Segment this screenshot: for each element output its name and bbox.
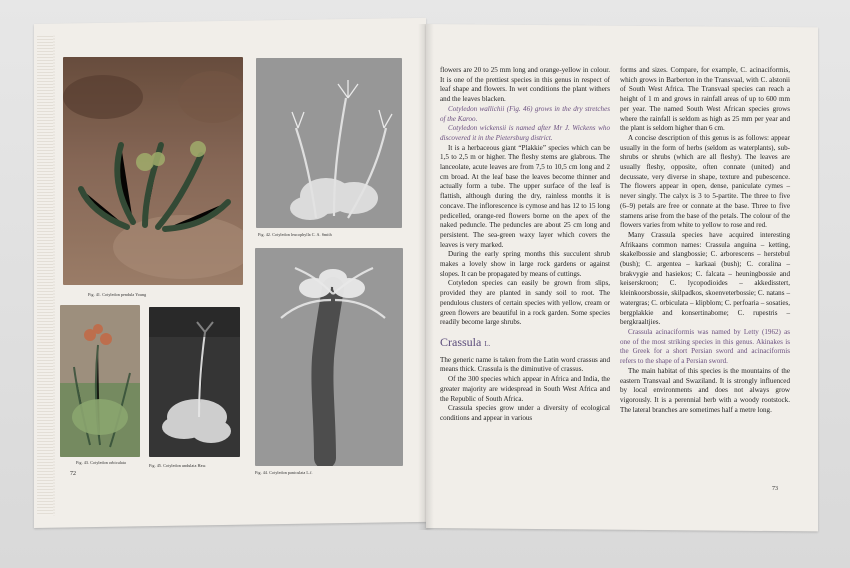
- col1-paragraph-5: During the early spring months this succulent shrub makes a lovely show in large rock gardens or against slopes. It can be propagated by means of cuttings.: [440, 250, 610, 278]
- caption-fig-42: Fig. 42. Cotyledon leucophylla C. A. Smith: [258, 232, 332, 237]
- caption-fig-43: Fig. 43. Cotyledon orbiculata: [76, 460, 126, 465]
- col2-paragraph-4: Crassula acinaciformis was named by Letty (1962) as one of the most striking species in this genus. Akinakes is the Greek for a short Persian sword and acinaciformis refers to the shape of a Persian sword.: [620, 327, 790, 366]
- crassula-heading-suffix: L.: [484, 339, 491, 348]
- photo-cotyledon-paniculata: [255, 248, 403, 466]
- col1-paragraph-6: Cotyledon species can easily be grown from slips, provided they are planted in sandy soil to root. The pendulous clusters of certain species with yellow, cream or green flowers are beautiful in a rock garden. Some species readily become large shrubs.: [440, 279, 610, 327]
- caption-fig-45: Fig. 45. Cotyledon undulata Haw.: [149, 463, 207, 468]
- book-gutter: [418, 24, 434, 530]
- crassula-heading: [440, 334, 610, 350]
- crassula-heading-title: Crassula: [440, 334, 482, 349]
- caption-fig-44: Fig. 44. Cotyledon paniculata L.f.: [255, 470, 313, 475]
- right-page-number: 73: [772, 486, 778, 492]
- col1-paragraph-3: Cotyledon wickensii is named after Mr J. Wickens who discovered it in the Pietersburg district.: [440, 124, 610, 142]
- col1-paragraph-2: Cotyledon wallichii (Fig. 46) grows in the dry stretches of the Karoo.: [440, 104, 610, 123]
- right-column-1: [440, 66, 610, 424]
- photo-cotyledon-leucophylla: [256, 58, 402, 228]
- left-page-number: 72: [70, 471, 76, 477]
- col1-paragraph-9: Crassula species grow under a diversity of ecological conditions and appear in various: [440, 404, 610, 422]
- right-column-2: [620, 66, 790, 415]
- col2-paragraph-3: Many Crassula species have acquired interesting Afrikaans common names: Crassula anguina – ketting, skakelbossie and slangbossie; C. arborescens – herstebul (bush); C. argentea – karkaai (bush); C. coralina – brakvygie and hasiekos; C. falcata – heuningbossie and keiserskroon; C. lycopodioides – akkedisstert, kleinkoorsbossie, skilpadkos, skoenveterbossie; C. natans – watergras; C. orbiculata – klipblom; C. perfoaria – sosaties, bergplakkie and konsertinabome; C. rupestris – bergkraaltjies.: [620, 230, 790, 327]
- col1-paragraph-8: Of the 300 species which appear in Africa and India, the greater majority are widespread in South West Africa and the Republic of South Africa.: [440, 375, 610, 403]
- page-edge-stack: [37, 36, 55, 516]
- col2-paragraph-1: forms and sizes. Compare, for example, C. acinaciformis, which grows in Barberton in the Transvaal, with C. alstonii of South West Africa. The Transvaal species can reach a height of 1 m and grows in rainfall areas of up to 600 mm per year. The named South West African species grows where the rainfall is seldom as high as 25 mm per year and the plant is seldom higher than 6 cm.: [620, 66, 790, 133]
- col2-paragraph-5: The main habitat of this species is the mountains of the eastern Transvaal and Swaziland. It is strongly influenced by local environments and does not always grow vigorously. It is a perennial herb with a woody rootstock. The lateral branches are sometimes half a metre long.: [620, 366, 790, 414]
- photo-cotyledon-orbiculata: [60, 305, 140, 457]
- col1-paragraph-4: It is a herbaceous giant “Plakkie” species which can be 1,5 to 2,5 m or higher. The fleshy stems are glabrous. The lanceolate, acute leaves are from 7,5 to 10,5 cm long and 2 cm broad. At the leaf base the leaves become thinner and actually form a tube. The upper surface of the leaf is flattish, although during the dry, rainless months it is concave. The inflorescence is cymose and has 12 to 15 long pedicelled, orange-red flowers borne on the apex of the naked peduncle. The peduncles are about 25 cm long and persistent. The sea-green waxy layer which covers the leaves is very marked.: [440, 143, 610, 249]
- col2-paragraph-2: A concise description of this genus is as follows: appear usually in the form of herbs (seldom as waterplants), sub-shrubs or shrubs (which are all fleshy). The leaves are usually fleshy, opposite, often connate (united) and decussate, very diverse in shape, texture and pubescence. The flowers appear in open, dense, paniculate cymes – never singly. The calyx is 3 to 5-partite. The three to five (6–9) petals are free or connate at the base. Three to five stamens arise from the base of the petals. The colour of the flowers varies from white to yellow to rose and red.: [620, 133, 790, 230]
- col1-paragraph-7: The generic name is taken from the Latin word crassus and means thick. Crassula is the diminutive of crassus.: [440, 355, 610, 374]
- photo-cotyledon-pendula: [63, 57, 243, 285]
- caption-fig-41: Fig. 41. Cotyledon pendula Young: [88, 292, 147, 297]
- col1-paragraph-1: flowers are 20 to 25 mm long and orange-yellow in colour. It is one of the prettiest species in this genus in respect of leaf shape and flowers. In wet conditions the plant withers and the leaves blacken.: [440, 66, 610, 104]
- photo-cotyledon-undulata: [149, 307, 240, 457]
